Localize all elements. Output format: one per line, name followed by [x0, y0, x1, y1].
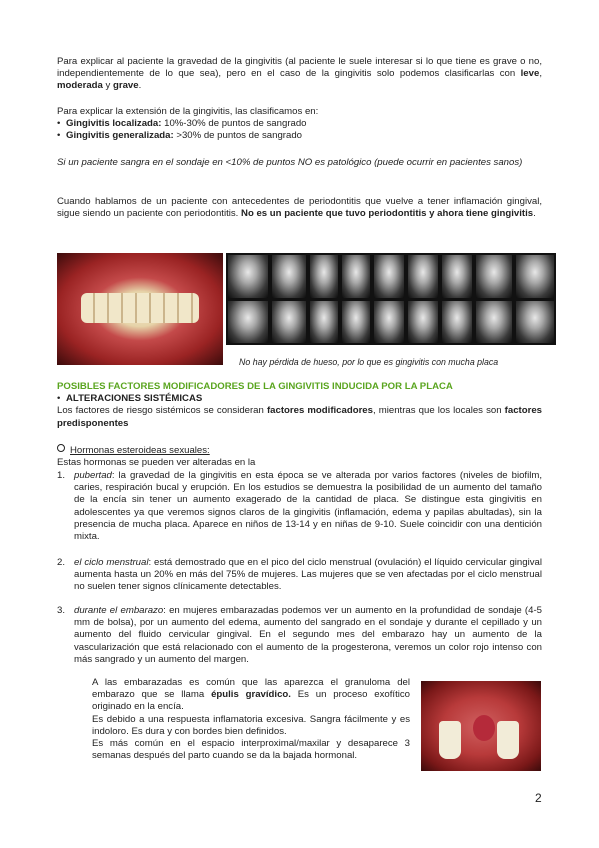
epulis-block [92, 677, 410, 762]
xray-image [374, 301, 404, 343]
text: Es un proceso exofítico originado en la encía. [92, 689, 410, 713]
section-heading: POSIBLES FACTORES MODIFICADORES DE LA GINGIVITIS INDUCIDA POR LA PLACA [57, 381, 453, 392]
item-text: : en mujeres embarazadas podemos ver un aumento en la profundidad de sondaje (4-5 mm de bolsa), por un aumento del edema, aumento del sangrado en el sondaje y durante el cepillado y un aumento del fluido cervicular gingival. En el segundo mes del embarazo hay un aumento de la vascularización que está relacionado con el aumento de la progesterona, veremos un color rojo intenso con más sangrado y un aumento del margen. [74, 605, 542, 665]
gingivitis-photo [57, 253, 223, 365]
item-title: pubertad [74, 470, 112, 481]
item-text: : está demostrado que en el pico del ciclo menstrual (ovulación) el líquido cervicular gingival aumenta hasta un 20% en más del 75% de mujeres. Las mujeres que se ven afectadas por el ciclo menstrual no suelen tener signos clínicamente detectables. [74, 557, 542, 593]
extension-block [57, 106, 542, 143]
list-item [57, 130, 542, 142]
list-item-label: Gingivitis localizada: [66, 118, 162, 130]
hormones-intro: Estas hormonas se pueden ver alteradas en la [57, 457, 256, 469]
xray-image [476, 255, 512, 298]
section-factors [57, 381, 542, 430]
sep: . [138, 80, 142, 92]
text: A las embarazadas es común que las aparezca el granuloma del embarazo que se llama [92, 677, 410, 701]
list-item-text: 10%-30% de puntos de sangrado [161, 118, 307, 130]
periodontitis-paragraph [57, 196, 542, 220]
xray-image [342, 255, 370, 298]
factors-paragraph [57, 405, 542, 429]
item-title: durante el embarazo [74, 605, 164, 616]
hormones-title: Hormonas esteroideas sexuales: [70, 445, 210, 456]
xray-image [342, 301, 370, 343]
hormones-list [57, 470, 542, 543]
hormones-block [57, 444, 542, 469]
list-item [57, 605, 542, 666]
text: , mientras que los locales son [372, 405, 505, 417]
intro-text: Para explicar al paciente la gravedad de la gingivitis (al paciente le suele interesar si lo que tiene es grave o no, independientemente de lo que sea), pero en el caso de la gingivitis solo podemos clasificarlas con [57, 56, 542, 80]
list-item [57, 393, 542, 405]
epulis-paragraph: Es debido a una respuesta inflamatoria excesiva. Sangra fácilmente y es indoloro. Es dura y con bordes bien definidos. [92, 713, 410, 737]
extension-intro: Para explicar la extensión de la gingivitis, las clasificamos en: [57, 106, 319, 117]
xray-image [272, 301, 306, 343]
hormones-title-line [57, 444, 542, 457]
xray-image [442, 255, 472, 298]
item-title: el ciclo menstrual [74, 557, 149, 568]
sep: , [539, 68, 542, 80]
list-item [57, 118, 542, 130]
severity-moderada: moderada [57, 80, 103, 92]
emphasis: factores modificadores [266, 405, 373, 417]
list-item-label: Gingivitis generalizada: [66, 130, 174, 142]
item-number: 2. [57, 557, 66, 568]
tooth [439, 721, 461, 759]
section-subheading: ALTERACIONES SISTÉMICAS [66, 393, 203, 405]
teeth [81, 293, 199, 323]
xray-image [408, 255, 438, 298]
item-number: 3. [57, 605, 66, 616]
text: Los factores de riesgo sistémicos se consideran [57, 405, 267, 417]
epulis-paragraph [92, 677, 410, 714]
xray-image [310, 255, 338, 298]
subheading-list [57, 393, 542, 405]
xray-image [272, 255, 306, 298]
xray-image [228, 255, 268, 298]
sep: y [102, 80, 113, 92]
severity-leve: leve [520, 68, 540, 80]
severity-grave: grave [113, 80, 139, 92]
list-item [57, 557, 542, 594]
emphasis: épulis gravídico. [211, 689, 291, 701]
tooth [497, 721, 519, 759]
xray-image [228, 301, 268, 343]
xray-image [442, 301, 472, 343]
xray-image [516, 255, 554, 298]
page-number: 2 [535, 791, 542, 805]
text: Cuando hablamos de un paciente con antecedentes de periodontitis que vuelve a tener inflamación gingival, sigue siendo un paciente con periodontitis. [57, 196, 542, 220]
xray-series [226, 253, 556, 345]
emphasis: No es un paciente que tuvo periodontitis y ahora tiene gingivitis [241, 208, 534, 220]
xray-image [374, 255, 404, 298]
italic-note: Si un paciente sangra en el sondaje en <10% de puntos NO es patológico (puede ocurrir en pacientes sanos) [57, 157, 523, 168]
hormones-list [57, 605, 542, 666]
circle-bullet-icon [57, 444, 65, 452]
epulis-photo [421, 681, 541, 771]
intro-paragraph-severity [57, 56, 542, 93]
item-number: 1. [57, 470, 66, 481]
emphasis: factores predisponentes [57, 405, 542, 429]
text: . [533, 208, 536, 220]
list-item-text: >30% de puntos de sangrado [173, 130, 302, 142]
xray-image [408, 301, 438, 343]
hormones-list [57, 557, 542, 594]
extension-list [57, 118, 542, 142]
xray-image [310, 301, 338, 343]
list-item [57, 470, 542, 543]
item-text: : la gravedad de la gingivitis en esta época se ve alterada por varios factores (niveles de biofilm, caries, respiración bucal y erupción. En los estudios se demuestra la posibilidad de un aumento del tamaño de la encía sin tener un aumento exagerado de la cantidad de placa. Se distingue esta gingivitis en adolescentes ya que veremos signos claros de la gingivitis (inflamación, edema y papilas abultadas), sin la presencia de mucha placa. Aparece en niños de 13-14 y en niñas de 9-10. Suele coincidir con una dentición mixta. [74, 470, 542, 543]
xray-image [516, 301, 554, 343]
figure-caption: No hay pérdida de hueso, por lo que es gingivitis con mucha placa [239, 357, 499, 367]
epulis-mass [473, 715, 495, 741]
epulis-paragraph: Es más común en el espacio interproximal/maxilar y desaparece 3 semanas después del parto cuando se da la bajada hormonal. [92, 738, 410, 762]
xray-image [476, 301, 512, 343]
